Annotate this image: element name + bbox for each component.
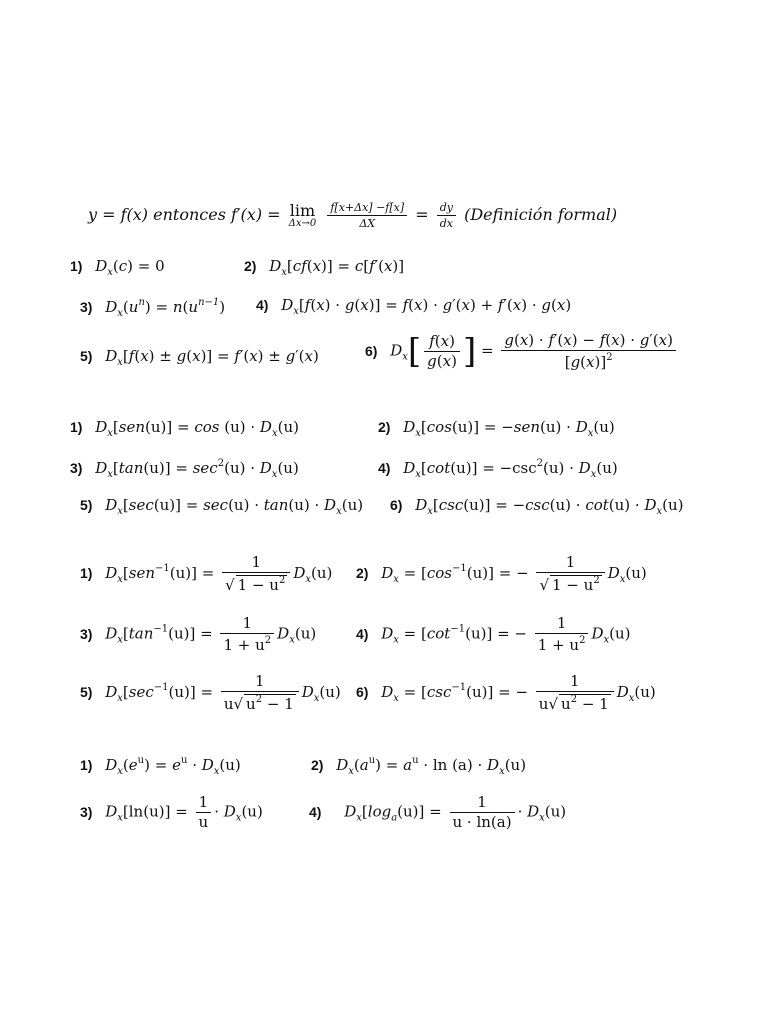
definition-tail: (Definición formal) [464,205,618,224]
basic-rule-2: 2) $D_x[cf(x)] = c[f'(x)]$ [244,257,405,278]
exp-log-rule-2: 2) $D_x(a^u) = a^u \cdot \ln (a) \cdot D_x(u)$ [311,755,527,777]
inverse-trig-rule-3: 3) $D_x[\tan^{-1}(u)]$ = $\frac{1}{1 + u^2}$ $D_x(u)$ [80,614,317,654]
limit-subscript: Δx→0 [288,217,317,229]
basic-rule-6: 6) $D_x$[ $\frac{f(x)}{g(x)}$ ] = $\frac{g(x) \cdot f'(x) - f(x) \cdot g'(x)}{[g(x)]^2}$ [365,333,679,370]
basic-rule-4: 4) $D_x[f(x) \cdot g(x)] = f(x) \cdot g'(x) + f'(x) \cdot g(x)$ [256,296,572,317]
basic-rule-3: 3) $D_x(u^n) = n(u^{n-1})$ [80,297,226,319]
rule-number: 3) [80,625,93,642]
definition-formula: y = f(x) entonces f′(x) = lim Δx→0 $\frac{f[x+\Delta x] -f[x]}{\Delta X}$ = $\frac{dy}{dx}$ (Definición formal) [88,200,618,230]
rule-number: 6) [390,497,403,513]
rule-number: 2) [356,565,369,581]
rule-number: 2) [311,757,324,773]
trig-rule-5: 5) $D_x[\sec(u)] = \sec(u) \cdot \tan(u) \cdot D_x(u)$ [80,496,364,517]
rule-number: 5) [80,348,93,364]
rule-number: 6) [365,342,378,359]
trig-rule-3: 3) $D_x[\tan(u)] = \sec^2(u) \cdot D_x(u)$ [70,458,299,480]
rule-number: 4) [378,460,391,476]
basic-rule-1: 1) $D_x(c) = 0$ [70,257,165,278]
rule-number: 1) [80,757,93,773]
exp-log-rule-1: 1) $D_x(e^u) = e^u \cdot D_x(u)$ [80,755,241,777]
rule-number: 1) [80,565,93,581]
dq-denominator: ΔX [327,215,407,229]
rule-number: 1) [70,419,83,435]
rule-number: 3) [70,460,83,476]
inverse-trig-rule-6: 6) $D_x = [\csc^{-1}(u)]$ = − $\frac{1}{u√ u^2 - 1}$ $D_x(u)$ [356,672,656,713]
trig-rule-6: 6) $D_x[\csc(u)] = -\csc(u) \cdot \cot(u) \cdot D_x(u)$ [390,496,684,517]
rule-number: 5) [80,684,93,700]
rule-number: 2) [378,419,391,435]
inverse-trig-rule-5: 5) $D_x[\sec^{-1}(u)]$ = $\frac{1}{u√ u^2 - 1}$ $D_x(u)$ [80,672,341,713]
dy: dy [439,201,453,214]
exp-log-rule-4: 4) $D_x[\log_a(u)]$ = $\frac{1}{u \cdot \ln(a)}$ · $D_x(u)$ [309,793,567,831]
exp-log-rule-3: 3) $D_x[\ln(u)]$ = $\frac{1}{u}$ · $D_x(u)$ [80,793,263,831]
dx: dx [437,215,456,229]
dq-numerator: f[x+Δx] −f[x] [330,201,405,214]
rule-number: 4) [356,625,369,642]
rule-number: 1) [70,258,83,274]
limit-label: lim [289,200,316,220]
difference-quotient [327,202,407,229]
rule-number: 2) [244,258,257,274]
rule-number: 4) [309,803,322,820]
basic-rule-5: 5) $D_x[f(x) \pm g(x)] = f'(x) \pm g'(x)$ [80,347,319,368]
trig-rule-2: 2) $D_x[\cos(u)] = -sen(u) \cdot D_x(u)$ [378,418,615,439]
rule-number: 3) [80,299,93,315]
rule-number: 4) [256,297,269,313]
inverse-trig-rule-1: 1) $D_x[sen^{-1}(u)]$ = $\frac{1}{√ 1 - u^2}$ $D_x(u)$ [80,553,333,594]
trig-rule-4: 4) $D_x[\cot(u)] = -\csc^2(u) \cdot D_x(u)$ [378,458,618,480]
trig-rule-1: 1) $D_x[sen(u)] = \cos (u) \cdot D_x(u)$ [70,418,299,439]
definition-left: y = f(x) entonces f′(x) = [88,205,281,224]
limit [288,200,317,229]
inverse-trig-rule-2: 2) $D_x = [\cos^{-1}(u)]$ = − $\frac{1}{√ 1 - u^2}$ $D_x(u)$ [356,553,647,594]
rule-number: 3) [80,803,93,820]
dy-dx-fraction [437,202,456,229]
rule-number: 5) [80,497,93,513]
inverse-trig-rule-4: 4) $D_x = [\cot^{-1}(u)]$ = − $\frac{1}{1 + u^2}$ $D_x(u)$ [356,614,631,654]
rule-number: 6) [356,684,369,700]
